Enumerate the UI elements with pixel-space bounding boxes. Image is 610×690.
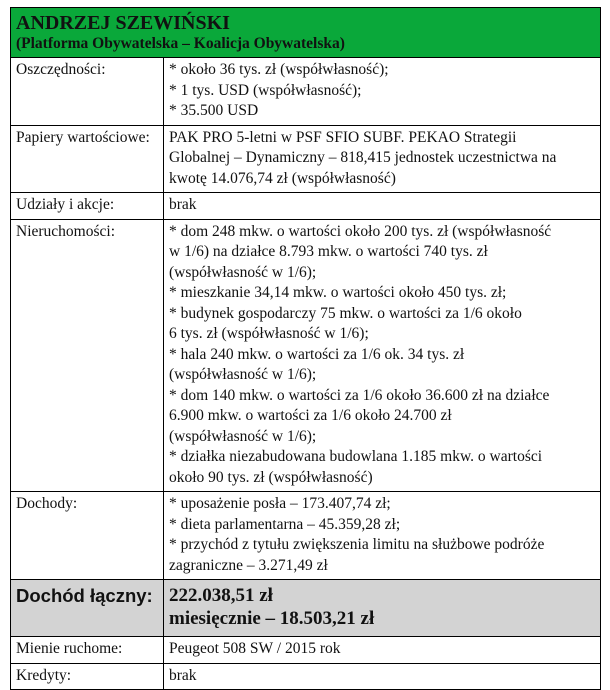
value-line: (współwłasność w 1/6); — [169, 263, 317, 281]
row-value — [164, 663, 601, 689]
value-line: brak — [169, 666, 197, 684]
value-line: około 90 tys. zł (współwłasność) — [169, 468, 373, 486]
value-line: * około 36 tys. zł (współwłasność); — [169, 61, 389, 78]
person-header — [11, 8, 600, 58]
value-line: zagraniczne – 3.271,49 zł — [169, 556, 328, 574]
row-label: Mienie ruchome: — [11, 637, 164, 664]
value-line: * dieta parlamentarna – 45.359,28 zł; — [169, 515, 401, 533]
row-value — [164, 125, 601, 193]
value-line: w 1/6) na działce 8.793 mkw. o wartości 740 tys. zł — [169, 243, 488, 260]
declaration-table — [11, 58, 600, 689]
row-real-estate — [11, 219, 600, 492]
row-value — [164, 492, 601, 580]
value-line: * 1 tys. USD (współwłasność); — [169, 81, 362, 99]
value-line: 6.900 mkw. o wartości za 1/6 około 24.700 zł — [169, 407, 452, 424]
value-line: brak — [169, 196, 197, 213]
row-value — [164, 637, 601, 664]
row-label: Nieruchomości: — [11, 219, 164, 492]
value-line: PAK PRO 5-letni w PSF SFIO SUBF. PEKAO Strategii — [169, 128, 517, 146]
value-line: * budynek gospodarczy 75 mkw. o wartości za 1/6 około — [169, 304, 522, 322]
value-line: Peugeot 508 SW / 2015 rok — [169, 640, 341, 657]
row-value — [164, 580, 601, 637]
row-label: Papiery wartościowe: — [11, 125, 164, 193]
row-label: Udziały i akcje: — [11, 193, 164, 220]
row-movable-property — [11, 637, 600, 664]
value-line: miesięcznie – 18.503,21 zł — [169, 608, 375, 629]
value-line: (współwłasność w 1/6); — [169, 427, 317, 445]
row-value — [164, 193, 601, 220]
value-line: * mieszkanie 34,14 mkw. o wartości około 450 tys. zł; — [169, 284, 507, 301]
row-securities — [11, 125, 600, 193]
value-line: * uposażenie posła – 173.407,74 zł; — [169, 495, 391, 512]
row-savings — [11, 58, 600, 125]
row-income — [11, 492, 600, 580]
person-name: ANDRZEJ SZEWIŃSKI — [16, 12, 230, 34]
row-loans — [11, 663, 600, 689]
value-line: 6 tys. zł (współwłasność w 1/6); — [169, 325, 369, 342]
value-line: 222.038,51 zł — [169, 585, 273, 606]
party-affiliation: (Platforma Obywatelska – Koalicja Obywatelska) — [16, 35, 345, 52]
row-value — [164, 58, 601, 125]
value-line: * dom 248 mkw. o wartości około 200 tys. zł (współwłasność — [169, 222, 552, 240]
value-line: (współwłasność w 1/6); — [169, 366, 317, 383]
value-line: kwotę 14.076,74 zł (współwłasność) — [169, 169, 396, 187]
row-value — [164, 219, 601, 492]
row-shares — [11, 193, 600, 220]
value-line: * przychód z tytułu zwiększenia limitu na służbowe podróże — [169, 536, 545, 553]
asset-declaration-card — [10, 7, 601, 690]
row-label: Dochody: — [11, 492, 164, 580]
value-line: Globalnej – Dynamiczny – 818,415 jednostek uczestnictwa na — [169, 149, 557, 166]
row-label: Dochód łączny: — [11, 580, 164, 637]
value-line: * hala 240 mkw. o wartości za 1/6 ok. 34 tys. zł — [169, 345, 465, 363]
value-line: * dom 140 mkw. o wartości za 1/6 około 36.600 zł na działce — [169, 386, 550, 404]
row-label: Kredyty: — [11, 663, 164, 689]
value-line: * działka niezabudowana budowlana 1.185 mkw. o wartości — [169, 448, 543, 465]
row-label: Oszczędności: — [11, 58, 164, 125]
row-total-income — [11, 580, 600, 637]
value-line: * 35.500 USD — [169, 102, 259, 119]
